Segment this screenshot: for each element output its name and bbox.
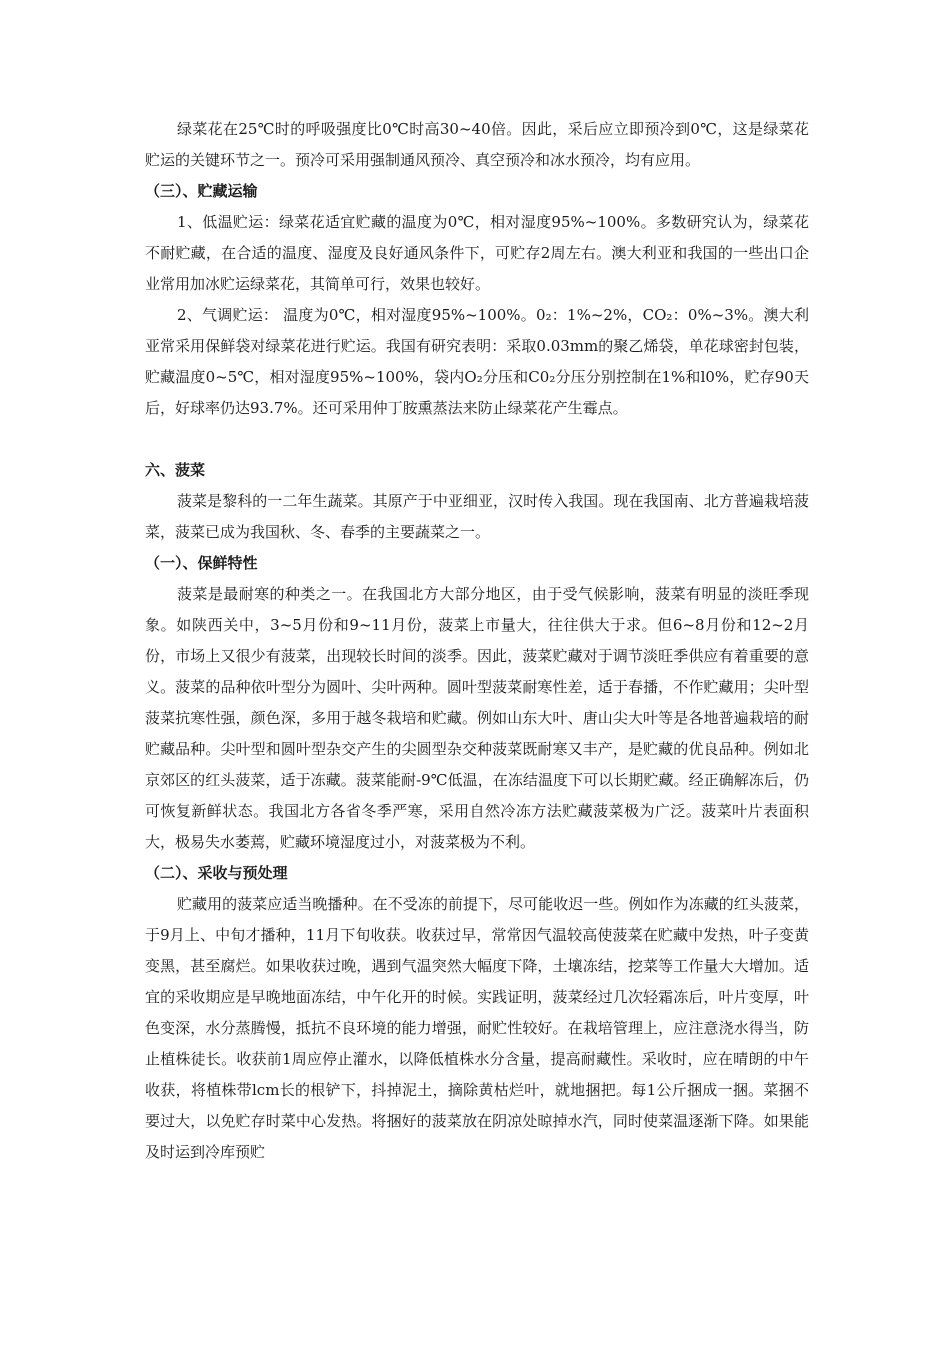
paragraph: 贮藏用的菠菜应适当晚播种。在不受冻的前提下，尽可能收迟一些。例如作为冻藏的红头菠菜，于9月上、中旬才播种，11月下旬收获。收获过早，常常因气温较高使菠菜在贮藏中发热，叶子变黄变黑，甚至腐烂。如果收获过晚，遇到气温突然大幅度下降，土壤冻结，挖菜等工作量大大增加。适宜的采收期应是早晚地面冻结，中午化开的时候。实践证明，菠菜经过几次轻霜冻后，叶片变厚，叶色变深，水分蒸腾慢，抵抗不良环境的能力增强，耐贮性较好。在栽培管理上，应注意浇水得当，防止植株徒长。收获前1周应停止灌水，以降低植株水分含量，提高耐藏性。采收时，应在晴朗的中午收获，将植株带lcm长的根铲下，抖掉泥土，摘除黄枯烂叶，就地捆把。每1公斤捆成一捆。菜捆不要过大，以免贮存时菜中心发热。将捆好的菠菜放在阴凉处晾掉水汽，同时使菜温逐渐下降。如果能及时运到冷库预贮 bbox=[145, 895, 809, 1161]
paragraph: 菠菜是黎科的一二年生蔬菜。其原产于中亚细亚，汉时传入我国。现在我国南、北方普遍栽培菠菜，菠菜已成为我国秋、冬、春季的主要蔬菜之一。 bbox=[145, 492, 809, 541]
section-heading: （一）、保鲜特性 bbox=[145, 554, 258, 572]
section-heading: （二）、采收与预处理 bbox=[145, 864, 288, 882]
chapter-heading: 六、菠菜 bbox=[145, 461, 206, 479]
document-page bbox=[145, 114, 809, 1168]
section-heading: （三）、贮藏运输 bbox=[145, 182, 258, 200]
paragraph: 绿菜花在25℃时的呼吸强度比0℃时高30~40倍。因此，采后应立即预冷到0℃，这是绿菜花贮运的关键环节之一。预冷可采用强制通风预冷、真空预冷和冰水预冷，均有应用。 bbox=[145, 120, 809, 169]
paragraph: 1、低温贮运：绿菜花适宜贮藏的温度为0℃，相对湿度95%~100%。多数研究认为，绿菜花不耐贮藏，在合适的温度、湿度及良好通风条件下，可贮存2周左右。澳大利亚和我国的一些出口企业常用加冰贮运绿菜花，其简单可行，效果也较好。 bbox=[145, 213, 809, 293]
paragraph: 菠菜是最耐寒的种类之一。在我国北方大部分地区，由于受气候影响，菠菜有明显的淡旺季现象。如陕西关中，3~5月份和9~11月份，菠菜上市量大，往往供大于求。但6~8月份和12~2月份，市场上又很少有菠菜，出现较长时间的淡季。因此，菠菜贮藏对于调节淡旺季供应有着重要的意义。菠菜的品种依叶型分为圆叶、尖叶两种。圆叶型菠菜耐寒性差，适于春播，不作贮藏用；尖叶型菠菜抗寒性强，颜色深，多用于越冬栽培和贮藏。例如山东大叶、唐山尖大叶等是各地普遍栽培的耐贮藏品种。尖叶型和圆叶型杂交产生的尖圆型杂交种菠菜既耐寒又丰产，是贮藏的优良品种。例如北京郊区的红头菠菜，适于冻藏。菠菜能耐-9℃低温，在冻结温度下可以长期贮藏。经正确解冻后，仍可恢复新鲜状态。我国北方各省冬季严寒，采用自然冷冻方法贮藏菠菜极为广泛。菠菜叶片表面积大，极易失水萎蔫，贮藏环境湿度过小，对菠菜极为不利。 bbox=[145, 585, 809, 851]
paragraph: 2、气调贮运： 温度为0℃，相对湿度95%~100%。0₂：1%~2%，CO₂：0%~3%。澳大利亚常采用保鲜袋对绿菜花进行贮运。我国有研究表明：采取0.03mm的聚乙烯袋，单花球密封包装，贮藏温度0~5℃，相对湿度95%~100%，袋内O₂分压和C0₂分压分别控制在1%和l0%，贮存90天后，好球率仍达93.7%。还可采用仲丁胺熏蒸法来防止绿菜花产生霉点。 bbox=[145, 306, 809, 417]
